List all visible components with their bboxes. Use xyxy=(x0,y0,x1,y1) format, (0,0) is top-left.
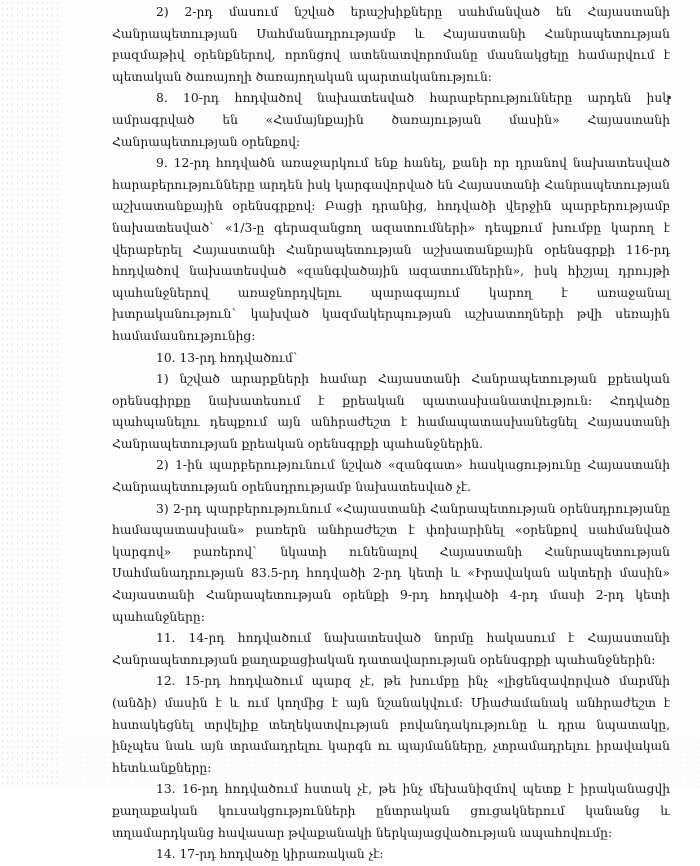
paragraph: 11. 14-րդ հոդվածում նախատեսված նորմը հակասում է Հայաստանի Հանրապետության քաղաքացիական դատավարության օրենսգրքի պահանջներին: xyxy=(112,631,670,667)
paragraph: 14. 17-րդ հոդվածը կիրառական չէ: xyxy=(156,847,384,862)
paragraph: 10. 13-րդ հոդվածում` xyxy=(156,350,299,365)
document-body xyxy=(112,2,670,866)
paragraph: 3) 2-րդ պարբերությունում «Հայաստանի Հանրապետության օրենսդրությանը համապատասխան» բառերն անհրաժեշտ է փոխարինել «օրենքով սահմանված կարգով» բառերով` նկատի ունենալով Հայաստանի Հանրապետության Սահմանադրության 83.5-րդ հոդվածի 2-րդ կետի և «Իրավական ակտերի մասին» Հայաստանի Հանրապետության օրենքի 9-րդ հոդվածի 4-րդ մասի 2-րդ կետի պահանջները: xyxy=(112,501,670,624)
paragraph: 2) 2-րդ մասում նշված երաշխիքները սահմանված են Հայաստանի Հանրապետության Սահմանադրությամբ և Հայաստանի Հանրապետության բազմաթիվ օրենքներով, որոնցով ատենատվորոմանը մասնակցելը համարվում է պետական ծառայողի ծառայողական պարտականություն: xyxy=(112,5,670,84)
paragraph: 13. 16-րդ հոդվածում հստակ չէ, թե ինչ մեխանիզմով պետք է իրականացվի քաղաքական կուսակցությունների ընտրական ցուցակներում կանանց և տղամարդկանց հավասար թվաքանակի ներկայացվածության ապահովումը: xyxy=(112,782,670,840)
paragraph: 8. 10-րդ հոդվածով նախատեսված հարաբերությունները արդեն իսկ ամրագրված են «Համայնքային ծառայության մասին» Հայաստանի Հանրապետության օրենքով: xyxy=(112,91,670,149)
scan-noise-left xyxy=(0,0,60,788)
paragraph: 2) 1-ին պարբերությունում նշված «զանգատ» հասկացությունը Հայաստանի Հանրապետության օրենսդրությամբ նախատեսված չէ. xyxy=(112,458,670,495)
paragraph: 1) նշված արարքների համար Հայաստանի Հանրապետության քրեական օրենսգիրքը նախատեսում է քրեական պատասխանատվություն: Հոդվածը պահպանելու դեպքում այն անհրաժեշտ է համապատասխանեցնել Հայաստանի Հանրապետության քրեական օրենսգրքի պահանջներին. xyxy=(112,372,670,451)
paragraph: 9. 12-րդ հոդվածն առաջարկում ենք հանել, քանի որ դրանով նախատեսված հարաբերությունները արդեն իսկ կարգավորված են Հայաստանի Հանրապետության աշխատանքային օրենսգրքով: Բացի դրանից, հոդվածի վերջին պարբերությամբ նախատեսված` «1/3-ը գերազանցող ազատումների» դեպքում խումբը կարող է վերաբերել Հայաստանի Հանրապետության աշխատանքային օրենսգրքի 116-րդ հոդվածով նախատեսված «զանգվածային ազատումներին», իսկ հիշյալ դրույթի պահանջներով առաջնորդվելու պարագայում կարող է առաջանալ խտրականություն` կախված կազմակերպության աշխատողների թվի սեռային համամասնությունից: xyxy=(112,156,670,343)
paragraph: 12. 15-րդ հոդվածում պարզ չէ, թե խումբը ինչ «լիցենզավորված մարմնի (անձի) մասին է և ում կողմից է այն նշանակվում: Միաժամանակ անհրաժեշտ է հստակեցնել տրվելիք տեղեկատվության բովանդակությունը և դրա նպատակը, ինչպես նաև այն տրամադրելու կարգն ու պայմանները, չտրամադրելու իրավական հետևանքները: xyxy=(112,674,670,775)
